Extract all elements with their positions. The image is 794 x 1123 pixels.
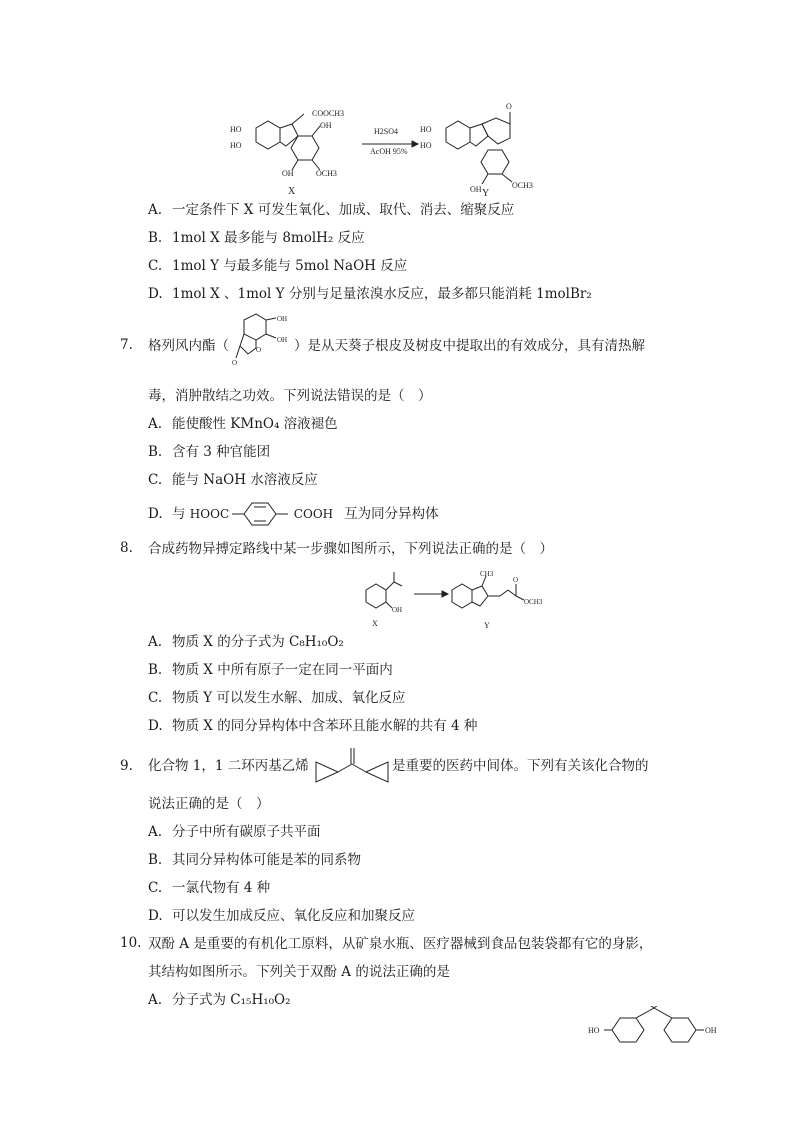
option-text: 分子中所有碳原子共平面 [172, 824, 321, 840]
option-letter: A. [148, 992, 163, 1008]
bisphenol-a-structure [584, 1006, 724, 1046]
option-letter: A. [148, 634, 163, 650]
option-letter: D. [148, 286, 163, 302]
q9-option-c [148, 879, 270, 897]
x-ho-left1-label: HO [230, 125, 242, 134]
q8-ch3-label: CH3 [480, 570, 494, 578]
hooc-label: HOOC [189, 507, 230, 521]
q8-option-a [148, 633, 344, 651]
option-text: 可以发生加成反应、氧化反应和加聚反应 [172, 908, 415, 924]
option-text: 一氯代物有 4 种 [172, 880, 271, 896]
reagent-bottom: AcOH 95% [370, 147, 408, 156]
y-label: Y [482, 188, 490, 198]
q6-option-b [148, 229, 365, 247]
q8-option-c [148, 689, 406, 707]
option-letter: A. [148, 416, 163, 432]
benzene-ring-icon [232, 500, 296, 528]
q8-oh-label: OH [392, 606, 403, 614]
q10-number: 10. [120, 935, 142, 951]
cooh-label: COOH [293, 507, 334, 521]
x-oh-top-label: OH [320, 121, 332, 130]
q7-option-d [148, 505, 439, 523]
q10-stem-line2: 其结构如图所示。下列关于双酚 A 的说法正确的是 [148, 964, 450, 980]
q8-y-label: Y [484, 621, 490, 630]
x-ome-label: OCH3 [316, 169, 337, 178]
option-letter: D. [148, 908, 163, 924]
option-letter: B. [148, 444, 163, 460]
option-letter: B. [148, 662, 163, 678]
bpa-oh-label: OH [705, 1026, 717, 1035]
y-ho-left2-label: HO [420, 141, 432, 150]
q9-number: 9. [120, 758, 133, 774]
q7-option-c [148, 471, 318, 489]
y-oh-bottom-label: OH [470, 185, 482, 194]
q8-option-d [148, 717, 477, 735]
option-text: 物质 Y 可以发生水解、加成、氧化反应 [172, 690, 406, 706]
q8-reaction-scheme [356, 568, 556, 630]
q6-option-a [148, 201, 514, 219]
q7-structure [232, 312, 296, 366]
dicyclopropylethylene-structure [312, 744, 392, 786]
option-letter: A. [148, 202, 163, 218]
option-letter: D. [148, 718, 163, 734]
option-letter: D. [148, 506, 163, 522]
option-text: 能与 NaOH 水溶液反应 [172, 472, 318, 488]
q6-option-c [148, 257, 407, 275]
q6-option-d [148, 285, 592, 303]
reagent-top: H2SO4 [374, 127, 399, 136]
q6-reaction-scheme [220, 100, 580, 198]
q8-och3-label: OCH3 [524, 598, 543, 606]
q9-stem-line2: 说法正确的是（ ） [148, 796, 270, 812]
option-letter: C. [148, 258, 163, 274]
y-carbonyl-label: O [506, 102, 512, 111]
y-ho-left1-label: HO [420, 125, 432, 134]
bpa-ho-label: HO [588, 1026, 600, 1035]
q8-number: 8. [120, 540, 133, 556]
x-label: X [288, 186, 296, 197]
q10-stem-line1: 双酚 A 是重要的有机化工原料，从矿泉水瓶、医疗器械到食品包装袋都有它的身影， [148, 936, 653, 952]
q7-carbonyl-o-label: O [232, 359, 238, 366]
option-text-before: 与 [172, 506, 186, 522]
option-letter: C. [148, 472, 163, 488]
q10-option-a [148, 991, 291, 1009]
x-oh-bottom-label: OH [282, 169, 294, 178]
option-letter: A. [148, 824, 163, 840]
option-text: 其同分异构体可能是苯的同系物 [172, 852, 361, 868]
option-text: 物质 X 的分子式为 C₈H₁₀O₂ [172, 634, 344, 650]
q7-option-a [148, 415, 338, 433]
option-text: 能使酸性 KMnO₄ 溶液褪色 [172, 416, 338, 432]
q8-o-label: O [513, 576, 519, 584]
q7-option-b [148, 443, 270, 461]
q7-number: 7. [120, 337, 133, 353]
option-text-after: 互为同分异构体 [344, 506, 439, 522]
q9-option-d [148, 907, 415, 925]
option-text: 1mol X 、1mol Y 分别与足量浓溴水反应，最多都只能消耗 1molBr₂ [172, 286, 592, 302]
option-text: 物质 X 中所有原子一定在同一平面内 [172, 662, 393, 678]
q7-stem-line2: 毒，消肿散结之功效。下列说法错误的是（ ） [148, 388, 432, 404]
y-ome-label: OCH3 [512, 181, 533, 190]
q9-stem-after: 是重要的医药中间体。下列有关该化合物的 [392, 758, 649, 774]
option-letter: B. [148, 230, 163, 246]
terephthalic-acid-structure [190, 505, 340, 523]
q8-stem: 合成药物异搏定路线中某一步骤如图所示，下列说法正确的是（ ） [148, 541, 553, 557]
option-text: 含有 3 种官能团 [172, 444, 271, 460]
q9-stem-before: 化合物 1，1 二环丙基乙烯 [148, 758, 309, 774]
option-text: 分子式为 C₁₅H₁₀O₂ [172, 992, 291, 1008]
option-letter: C. [148, 880, 163, 896]
q7-stem-after: ）是从天葵子根皮及树皮中提取出的有效成分，具有清热解 [294, 338, 645, 354]
q8-x-label: X [372, 619, 378, 628]
q7-oh2-label: OH [277, 336, 288, 344]
q7-ring-o-label: O [256, 346, 262, 354]
q7-oh1-label: OH [277, 315, 288, 323]
x-ho-left2-label: HO [230, 141, 242, 150]
option-letter: B. [148, 852, 163, 868]
q9-option-b [148, 851, 361, 869]
option-text: 1mol Y 与最多能与 5mol NaOH 反应 [172, 258, 408, 274]
option-text: 物质 X 的同分异构体中含苯环且能水解的共有 4 种 [172, 718, 478, 734]
q7-stem-before: 格列风内酯（ [148, 338, 229, 354]
q9-option-a [148, 823, 321, 841]
option-letter: C. [148, 690, 163, 706]
option-text: 一定条件下 X 可发生氧化、加成、取代、消去、缩聚反应 [172, 202, 515, 218]
q8-option-b [148, 661, 393, 679]
option-text: 1mol X 最多能与 8molH₂ 反应 [172, 230, 365, 246]
x-ester-label: COOCH3 [312, 109, 345, 118]
